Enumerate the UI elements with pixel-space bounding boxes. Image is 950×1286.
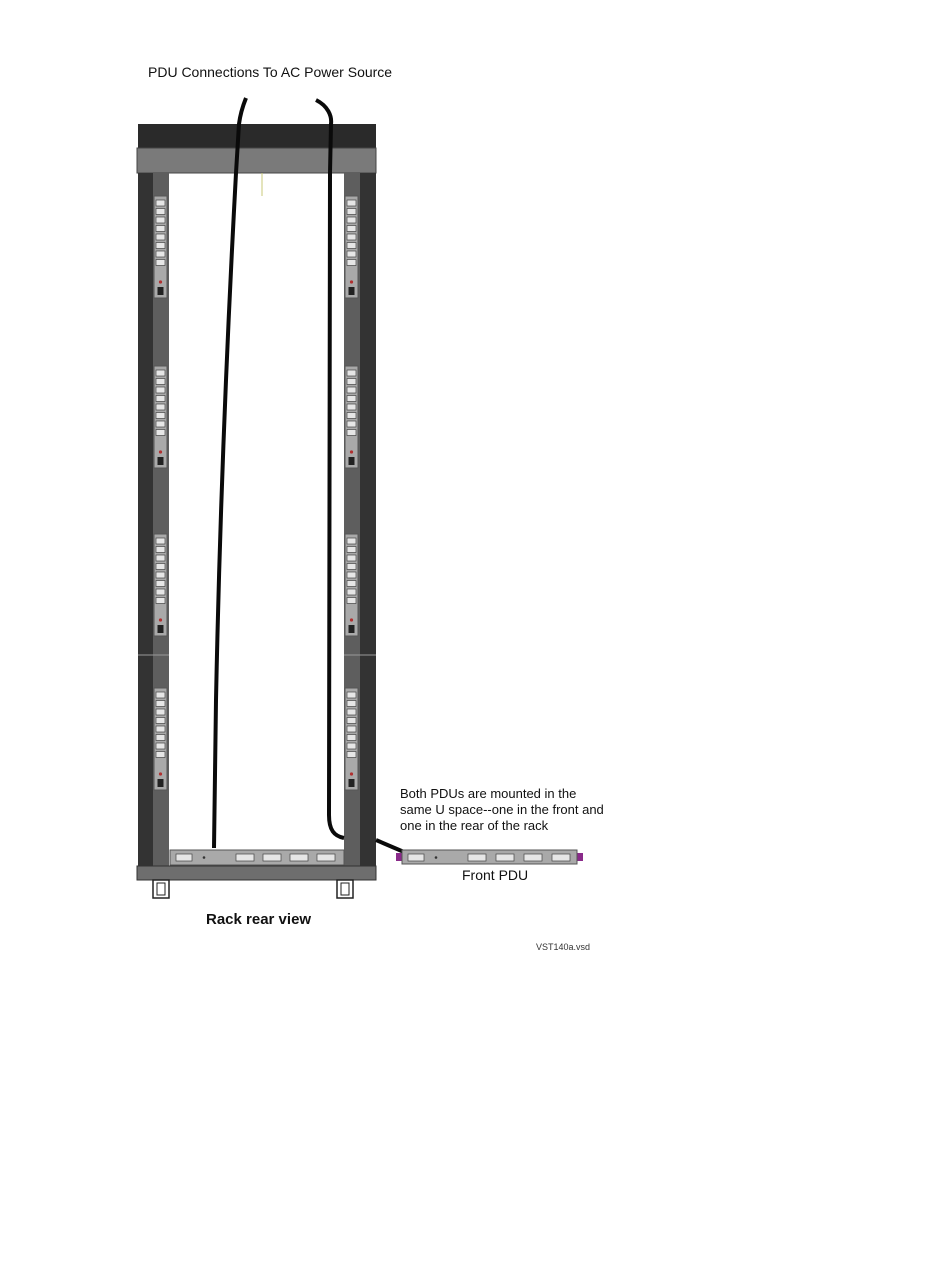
- outlet: [347, 251, 356, 257]
- outlet: [347, 370, 356, 376]
- outlet: [156, 581, 165, 587]
- indicator: [350, 618, 353, 621]
- outlet: [156, 735, 165, 741]
- indicator: [159, 280, 162, 283]
- outlet: [347, 726, 356, 732]
- outlet: [156, 726, 165, 732]
- outlet: [156, 743, 165, 749]
- outlet: [347, 709, 356, 715]
- outlet: [156, 226, 165, 232]
- rear-pdu-outlet: [317, 854, 335, 861]
- outlet: [347, 564, 356, 570]
- indicator: [159, 772, 162, 775]
- outlet: [156, 421, 165, 427]
- right-pdu-module: [345, 196, 358, 298]
- rack-view-label: Rack rear view: [206, 911, 312, 928]
- outlet: [347, 226, 356, 232]
- outlet: [347, 243, 356, 249]
- outlet: [347, 379, 356, 385]
- outlet: [156, 209, 165, 215]
- outlet: [156, 251, 165, 257]
- left-caster: [153, 880, 169, 898]
- outlet: [347, 421, 356, 427]
- breaker: [158, 457, 164, 465]
- rack-frame: [137, 124, 376, 880]
- left-pdu-module: [154, 688, 167, 790]
- front-pdu-indicator: [435, 856, 438, 859]
- front-pdu-body: [402, 850, 577, 864]
- front-pdu-cable: [376, 840, 404, 852]
- left-post-outer: [138, 173, 153, 866]
- breaker: [158, 625, 164, 633]
- outlet: [347, 260, 356, 266]
- outlet: [347, 404, 356, 410]
- left-pdu-module: [154, 366, 167, 468]
- casters: [153, 880, 353, 898]
- right-power-cable: [316, 100, 344, 838]
- outlet: [156, 430, 165, 436]
- left-pdu-module: [154, 196, 167, 298]
- right-post-outer: [360, 173, 376, 866]
- outlet: [347, 396, 356, 402]
- file-name-label: VST140a.vsd: [536, 942, 591, 952]
- front-pdu-end-left: [396, 853, 402, 861]
- outlet: [156, 692, 165, 698]
- rear-pdu-outlet: [263, 854, 281, 861]
- outlet: [347, 589, 356, 595]
- outlet: [156, 200, 165, 206]
- front-pdu-label: Front PDU: [462, 867, 529, 883]
- right-pdu-module: [345, 366, 358, 468]
- indicator: [350, 772, 353, 775]
- outlet: [347, 701, 356, 707]
- right-pdu-module: [345, 534, 358, 636]
- outlet: [347, 413, 356, 419]
- outlet: [156, 709, 165, 715]
- outlet: [156, 547, 165, 553]
- outlet: [156, 413, 165, 419]
- breaker: [349, 779, 355, 787]
- outlet: [156, 396, 165, 402]
- indicator: [350, 280, 353, 283]
- rack-top-band: [137, 148, 376, 173]
- outlet: [156, 555, 165, 561]
- outlet: [156, 234, 165, 240]
- outlet: [347, 217, 356, 223]
- outlet: [347, 209, 356, 215]
- breaker: [158, 779, 164, 787]
- rack-base: [137, 866, 376, 880]
- diagram-title: PDU Connections To AC Power Source: [148, 64, 393, 80]
- rear-pdu-indicator: [203, 856, 206, 859]
- outlet: [156, 379, 165, 385]
- front-pdu-first-outlet: [408, 854, 424, 861]
- outlet: [156, 572, 165, 578]
- outlet: [347, 234, 356, 240]
- outlet: [156, 564, 165, 570]
- front-pdu-outlet: [468, 854, 486, 861]
- rear-pdu-first-outlet: [176, 854, 192, 861]
- left-pdu-module: [154, 534, 167, 636]
- indicator: [159, 618, 162, 621]
- outlet: [156, 387, 165, 393]
- outlet: [347, 572, 356, 578]
- left-power-cable: [214, 98, 246, 848]
- outlet: [156, 752, 165, 758]
- front-pdu-end-right: [577, 853, 583, 861]
- outlet: [347, 581, 356, 587]
- rear-pdu-outlet: [236, 854, 254, 861]
- rear-pdu-outlet: [290, 854, 308, 861]
- breaker: [349, 625, 355, 633]
- outlet: [347, 743, 356, 749]
- outlet: [347, 735, 356, 741]
- breaker: [349, 287, 355, 295]
- front-pdu-outlet: [524, 854, 542, 861]
- breaker: [158, 287, 164, 295]
- indicator: [350, 450, 353, 453]
- outlet: [347, 598, 356, 604]
- outlet: [156, 243, 165, 249]
- outlet: [347, 200, 356, 206]
- outlet: [156, 538, 165, 544]
- front-pdu-outlet: [496, 854, 514, 861]
- right-pdu-module: [345, 688, 358, 790]
- outlet: [156, 370, 165, 376]
- front-pdu: [396, 850, 583, 864]
- outlet: [347, 555, 356, 561]
- outlet: [156, 718, 165, 724]
- outlet: [156, 260, 165, 266]
- outlet: [347, 538, 356, 544]
- outlet: [156, 217, 165, 223]
- rear-pdu: [170, 850, 344, 865]
- outlet: [347, 752, 356, 758]
- outlet: [156, 404, 165, 410]
- outlet: [347, 387, 356, 393]
- outlet: [156, 701, 165, 707]
- outlet: [347, 692, 356, 698]
- outlet: [156, 598, 165, 604]
- front-pdu-outlet: [552, 854, 570, 861]
- outlet: [347, 430, 356, 436]
- right-caster: [337, 880, 353, 898]
- indicator: [159, 450, 162, 453]
- breaker: [349, 457, 355, 465]
- outlet: [156, 589, 165, 595]
- rack-top-panel: [138, 124, 376, 148]
- outlet: [347, 718, 356, 724]
- outlet: [347, 547, 356, 553]
- mounting-note: Both PDUs are mounted in the same U space--one in the front and one in the rear of the rack: [400, 786, 604, 833]
